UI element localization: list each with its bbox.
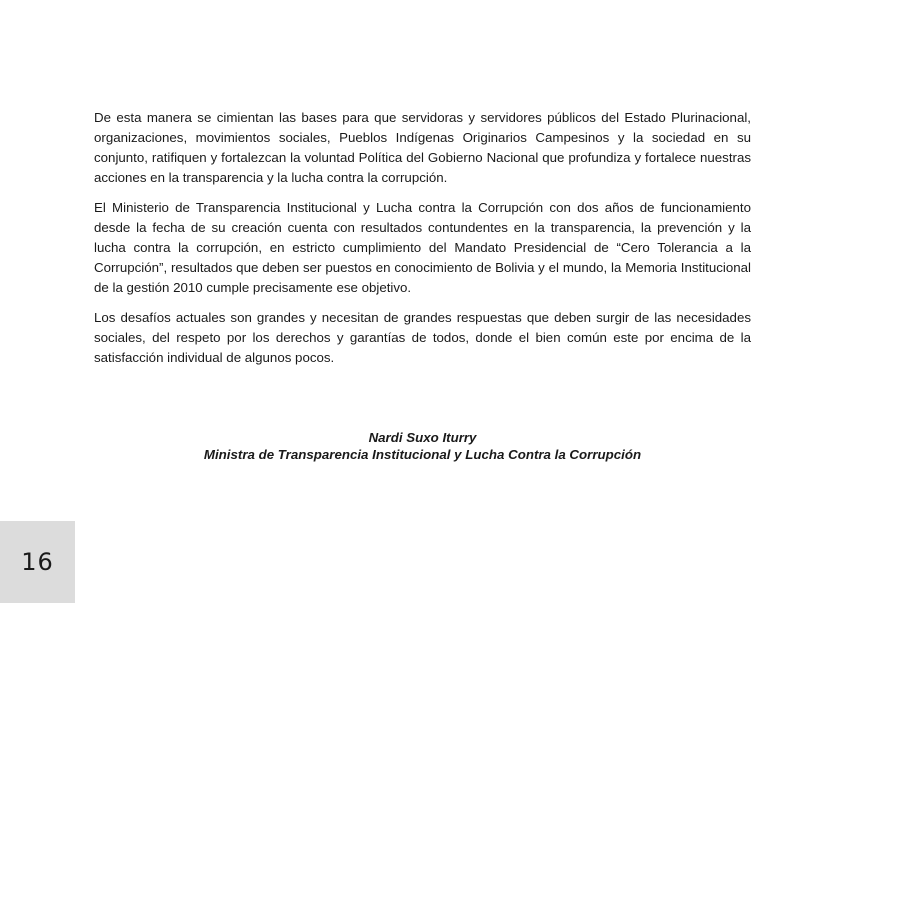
body-text [94,108,751,378]
page-number-tab [0,521,75,603]
paragraph-3: Los desafíos actuales son grandes y necesitan de grandes respuestas que deben surgir de las necesidades sociales, del respeto por los derechos y garantías de todos, donde el bien común este por encima de la satisfacción individual de algunos pocos. [94,310,751,365]
signature-title: Ministra de Transparencia Institucional y Lucha Contra la Corrupción [203,447,642,462]
signature-name: Nardi Suxo Iturry [368,430,477,445]
paragraph-2: El Ministerio de Transparencia Institucional y Lucha contra la Corrupción con dos años de funcionamiento desde la fecha de su creación cuenta con resultados contundentes en la transparencia, la prevención y la lucha contra la corrupción, en estricto cumplimiento del Mandato Presidencial de “Cero Tolerancia a la Corrupción”, resultados que deben ser puestos en conocimiento de Bolivia y el mundo, la Memoria Institucional de la gestión 2010 cumple precisamente ese objetivo. [94,200,751,295]
paragraph-1: De esta manera se cimientan las bases para que servidoras y servidores públicos del Estado Plurinacional, organizaciones, movimientos sociales, Pueblos Indígenas Originarios Campesinos y la sociedad en su conjunto, ratifiquen y fortalezcan la voluntad Política del Gobierno Nacional que profundiza y fortalece nuestras acciones en la transparencia y la lucha contra la corrupción. [94,110,751,185]
signature-block [94,429,751,463]
page-number: 16 [21,548,54,576]
